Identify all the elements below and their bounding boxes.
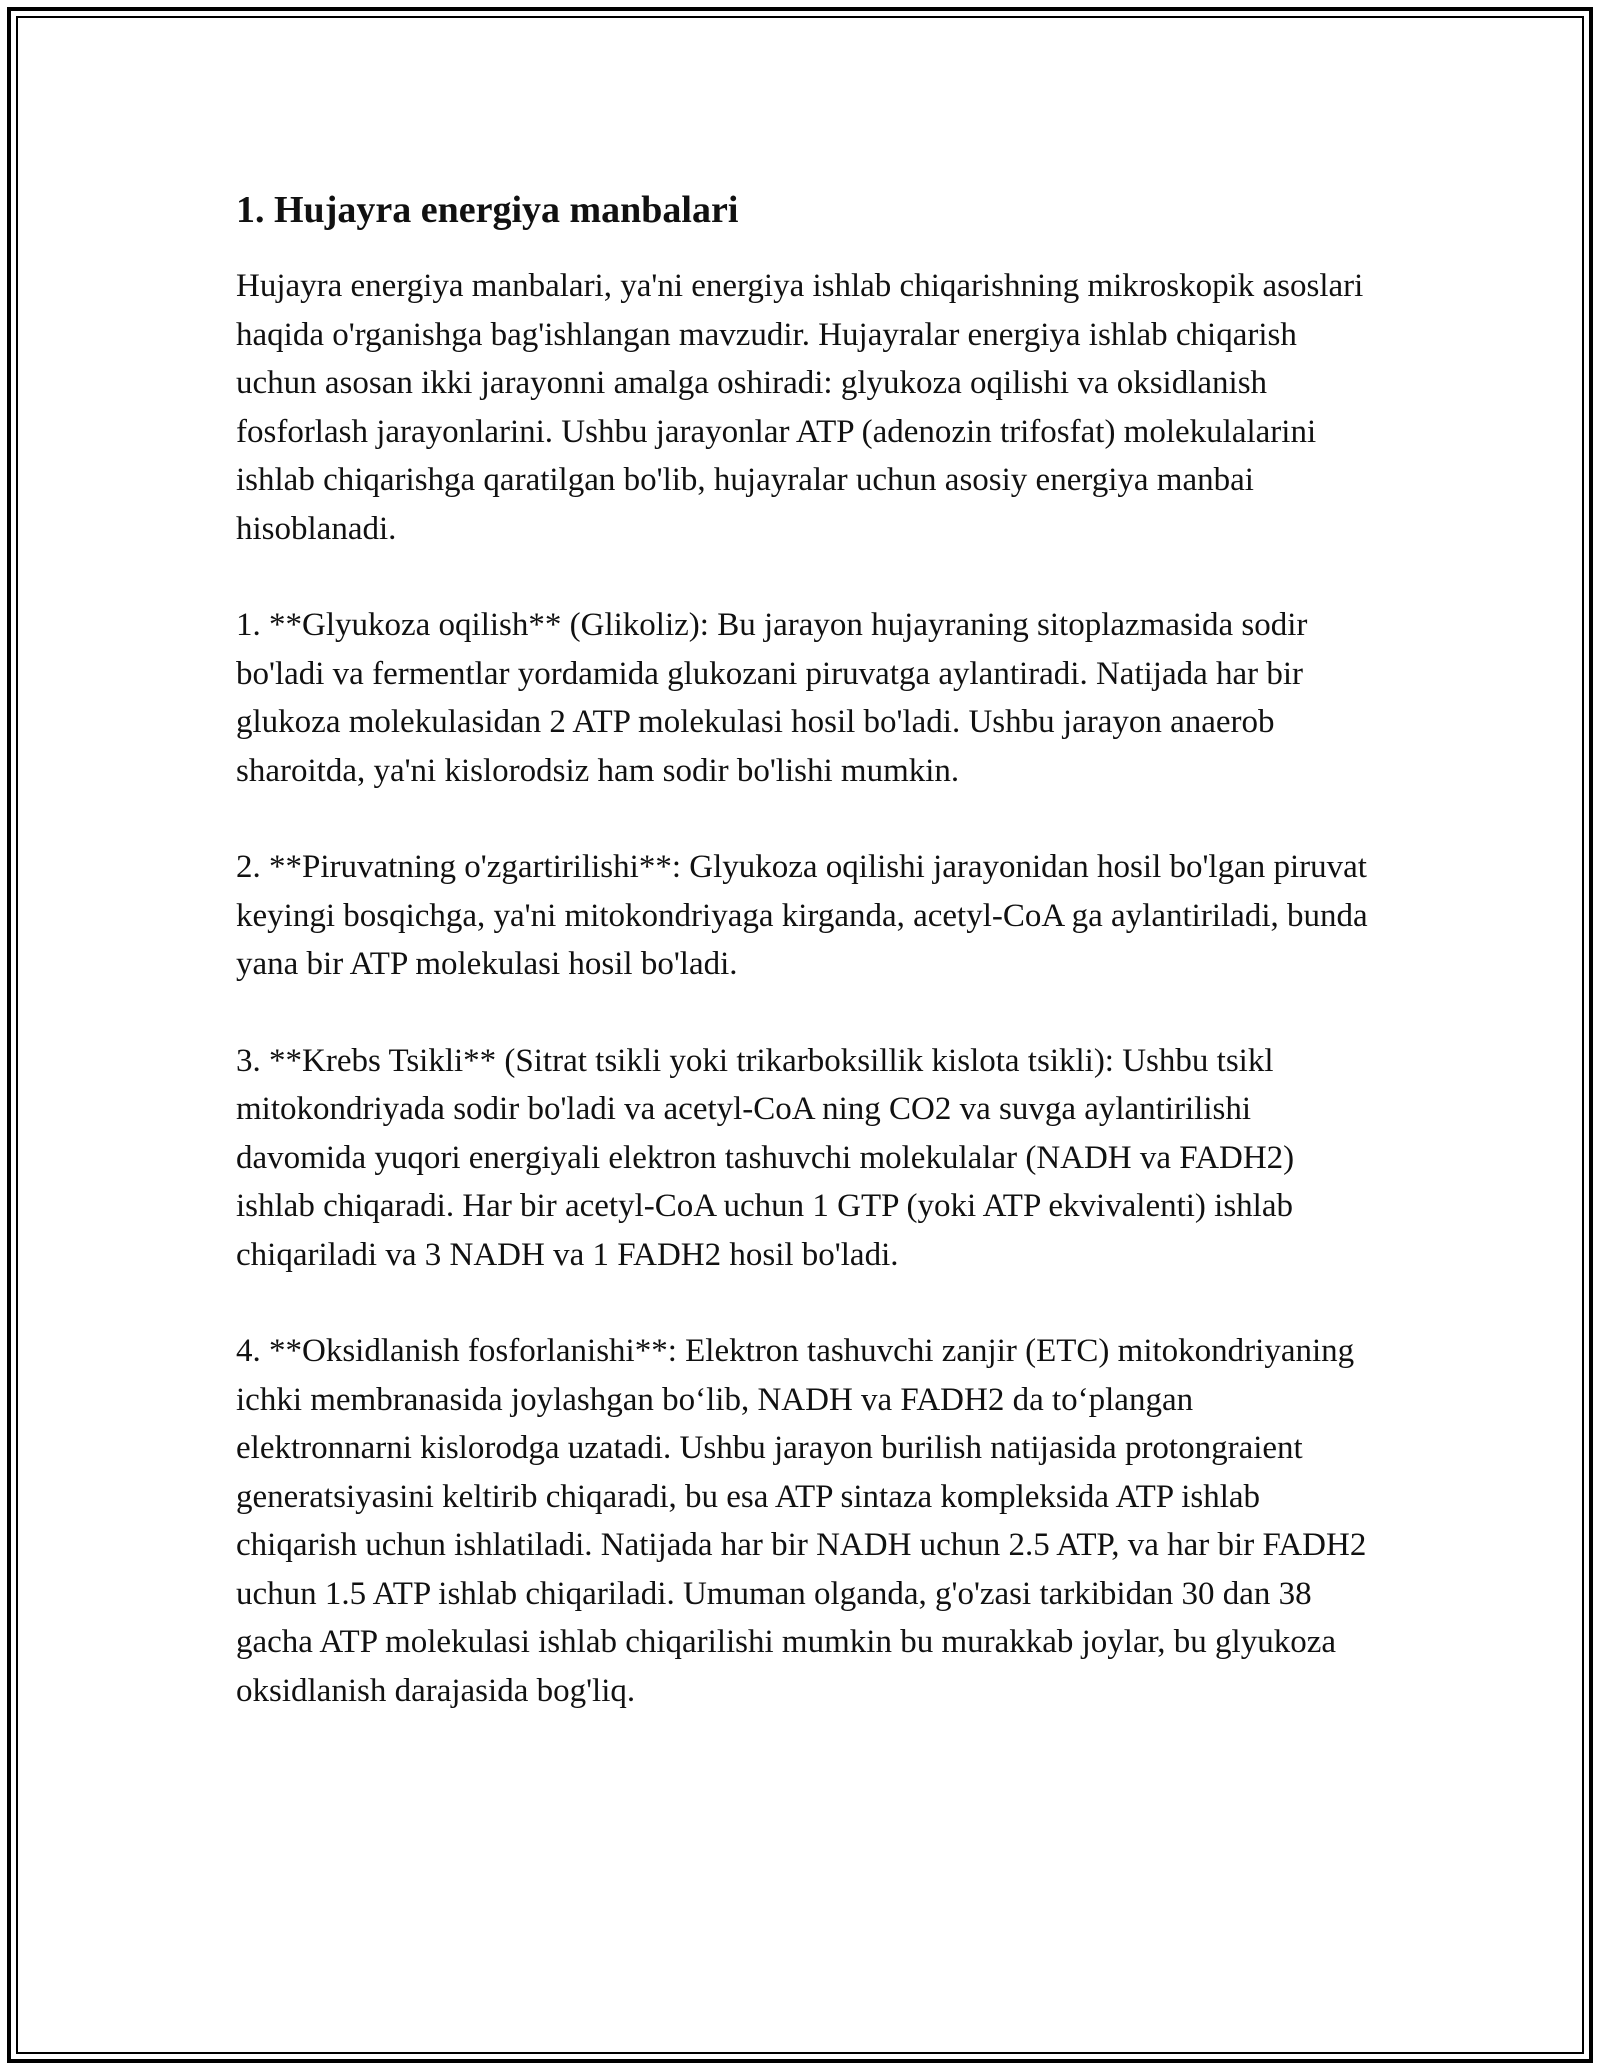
krebs-cycle-paragraph: 3. **Krebs Tsikli** (Sitrat tsikli yoki trikarboksillik kislota tsikli): Ushbu tsikl mitokondriyada sodir bo'ladi va acetyl-CoA ning CO2 va suvga aylantirilishi davomida yuqori energiyali elektron tashuvchi molekulalar (NADH va FADH2) ishlab chiqaradi. Har bir acetyl-CoA uchun 1 GTP (yoki ATP ekvivalenti) ishlab chiqariladi va 3 NADH va 1 FADH2 hosil bo'ladi. — [236, 1042, 1295, 1273]
oxidative-phosphorylation-paragraph: 4. **Oksidlanish fosforlanishi**: Elektron tashuvchi zanjir (ETC) mitokondriyaning ichki membranasida joylashgan bo‘lib, NADH va FADH2 da to‘plangan elektronnarni kislorodga uzatadi. Ushbu jarayon burilish natijasida protongraient generatsiyasini keltirib chiqaradi, bu esa ATP sintaza kompleksida ATP ishlab chiqarish uchun ishlatiladi. Natijada har bir NADH uchun 2.5 ATP, va har bir FADH2 uchun 1.5 ATP ishlab chiqariladi. Umuman olganda, g'o'zasi tarkibidan 30 dan 38 gacha ATP molekulasi ishlab chiqarilishi mumkin bu murakkab joylar, bu glyukoza oksidlanish darajasida bog'liq. — [236, 1333, 1367, 1709]
document-body — [236, 186, 1368, 1763]
page-title: 1. Hujayra energiya manbalari — [236, 189, 739, 231]
glycolysis-paragraph: 1. **Glyukoza oqilish** (Glikoliz): Bu jarayon hujayraning sitoplazmasida sodir bo'ladi va fermentlar yordamida glukozani piruvatga aylantiradi. Natijada har bir glukoza molekulasidan 2 ATP molekulasi hosil bo'ladi. Ushbu jarayon anaerob sharoitda, ya'ni kislorodsiz ham sodir bo'lishi mumkin. — [236, 607, 1308, 789]
pyruvate-paragraph: 2. **Piruvatning o'zgartirilishi**: Glyukoza oqilishi jarayonidan hosil bo'lgan piruvat keyingi bosqichga, ya'ni mitokondriyaga kirganda, acetyl-CoA ga aylantiriladi, bunda yana bir ATP molekulasi hosil bo'ladi. — [236, 849, 1368, 982]
intro-paragraph: Hujayra energiya manbalari, ya'ni energiya ishlab chiqarishning mikroskopik asoslari haqida o'rganishga bag'ishlangan mavzudir. Hujayralar energiya ishlab chiqarish uchun asosan ikki jarayonni amalga oshiradi: glyukoza oqilishi va oksidlanish fosforlash jarayonlarini. Ushbu jarayonlar ATP (adenozin trifosfat) molekulalarini ishlab chiqarishga qaratilgan bo'lib, hujayralar uchun asosiy energiya manbai hisoblanadi. — [236, 268, 1364, 547]
